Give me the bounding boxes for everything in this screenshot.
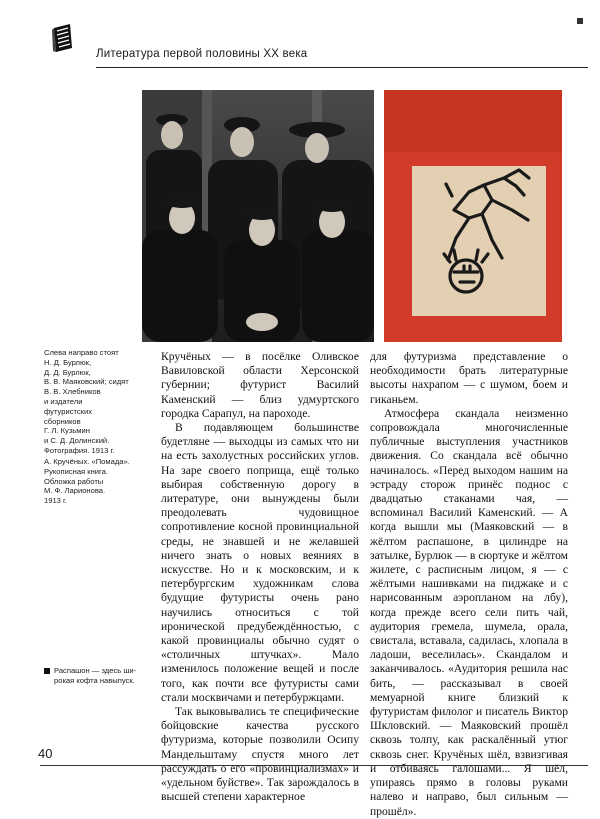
book-logo-icon bbox=[50, 22, 76, 54]
cover-caption bbox=[44, 457, 154, 506]
photo-caption bbox=[44, 348, 154, 456]
note-square-icon bbox=[44, 668, 50, 674]
paragraph: для футуризма представление о необходимости брать литературные высоты нахрапом — с шумом, боем и гиканьем. bbox=[370, 350, 568, 406]
page-number: 40 bbox=[38, 746, 53, 761]
header-rule bbox=[96, 67, 588, 68]
corner-mark bbox=[577, 18, 583, 24]
footer-rule bbox=[40, 765, 588, 766]
paragraph: Кручёных — в посёлке Оливское Вавиловской области Херсонской губернии; футурист Василий Каменский — близ удмуртского городка Сарапул, на пароходе. bbox=[161, 350, 359, 420]
paragraph: Атмосфера скандала неизменно сопровождала многочисленные публичные выступления участников движения. Со скандала всё обычно начиналось. «Перед выходом нашим на эстраду сторож принёс поднос с двадцатью стаканами чая, — вспоминал Василий Каменский. — А когда вышли мы (Маяковский — в жёлтом распашоне, в цилиндре на затылке, Бурлюк — в сюртуке и жёлтом жилете, с расписным лицом, я — с жёлтыми нашивками на пиджаке и с нарисованным аэропланом на лбу), когда прежде всего сели пить чай, аудитория гремела, шумела, орала, свистала, вставала, садилась, хлопала в ладоши, веселилась». Скандалом и заканчивалось. «Аудитория решила нас бить, — рассказывал в своей мемуарной книге близкий к футуристам филолог и писатель Виктор Шкловский. — Маяковский прошёл сквозь толпу, как раскалённый утюг сквозь снег. Кручёных шёл, взвизгивая и отбиваясь галошами... Я шёл, упираясь прямо в головы руками налево и направо, был сильным — прошёл». bbox=[370, 406, 568, 818]
body-column-left bbox=[161, 350, 359, 805]
paragraph: В подавляющем большинстве будетляне — выходцы из самых что ни на есть захолустных российских углов. На заре своего поприща, ещё только выбирая собственную дорогу в литературе, они вынуждены были преодолевать чудовищное сопротивление косной провинциальной среды, не знавшей и не желавшей ничего знать о новых веяниях в искусстве. Но и к московским, и к петербургским художникам слова будущие футуристы очень рано научились относиться с той иронической предубеждённостью, с какой провинциалы обычно судят о «столичных штучках». Мало изменилось положение вещей и после того, как почти все футуристы сами стали москвичами и петербуржцами. bbox=[161, 421, 359, 704]
glossary-note bbox=[44, 666, 144, 686]
body-column-right bbox=[370, 350, 568, 819]
cover-caption-text: А. Кручёных. «Помада». Рукописная книга. Обложка работы М. Ф. Ларионова. 1913 г. bbox=[44, 457, 130, 506]
group-portrait-photo bbox=[142, 90, 374, 342]
photo-caption-text: Слева направо стоят Н. Д. Бурлюк, Д. Д. Бурлюк, В. В. Маяковский; сидят В. В. Хлебников и издатели футуристских сборников Г. Л. Кузьмин и С. Д. Долинский. Фотография. 1913 г. bbox=[44, 348, 129, 455]
glossary-note-text: Распашон — здесь ши- рокая кофта навыпуск. bbox=[54, 666, 137, 685]
paragraph: Так выковывались те специфические бойцовские качества русского футуризма, которые позволили Осипу Мандельштаму спустя много лет рассуждать о его «провинциализмах» и «удельном буйстве». Так зарождалось в высшей степени характерное bbox=[161, 705, 359, 804]
pomada-cover-illustration bbox=[384, 90, 562, 342]
running-header: Литература первой половины XX века bbox=[96, 48, 308, 60]
